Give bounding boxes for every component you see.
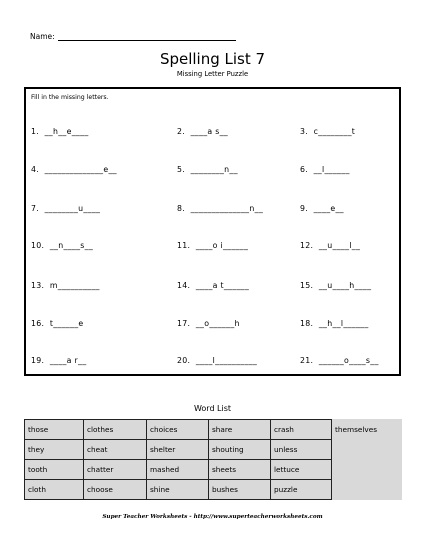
puzzle-item-4: 4. ______________e__ (31, 165, 117, 174)
footer-credit: Super Teacher Worksheets - http://www.superteacherworksheets.com (102, 514, 323, 520)
puzzle-item-1: 1. __h__e____ (31, 127, 89, 136)
puzzle-item-14: 14. ____a t______ (177, 281, 250, 290)
word-list-row (25, 460, 402, 480)
name-line[interactable] (58, 32, 236, 41)
word-list-table (24, 419, 402, 500)
word-cell: tooth (25, 460, 84, 480)
puzzle-box (24, 87, 401, 376)
instructions: Fill in the missing letters. (31, 94, 109, 101)
word-cell: cloth (25, 480, 84, 500)
word-cell: sheets (209, 460, 271, 480)
puzzle-item-19: 19. ____a r__ (31, 356, 87, 365)
puzzle-item-5: 5. ________n__ (177, 165, 238, 174)
word-list-row (25, 480, 402, 500)
puzzle-item-10: 10. __n____s__ (31, 241, 94, 250)
word-cell: choose (84, 480, 147, 500)
word-cell: lettuce (271, 460, 332, 480)
word-list-row (25, 440, 402, 460)
word-list-row (25, 420, 402, 440)
puzzle-item-17: 17. __o______h (177, 319, 240, 328)
word-cell (332, 440, 402, 460)
puzzle-item-16: 16. t______e (31, 319, 84, 328)
word-cell: unless (271, 440, 332, 460)
puzzle-item-9: 9. ____e__ (300, 204, 344, 213)
word-cell: those (25, 420, 84, 440)
word-list-title: Word List (193, 404, 232, 413)
puzzle-item-11: 11. ____o i______ (177, 241, 249, 250)
puzzle-item-18: 18. __h__l______ (300, 319, 369, 328)
puzzle-item-8: 8. ______________n__ (177, 204, 264, 213)
puzzle-item-2: 2. ____a s__ (177, 127, 229, 136)
word-cell: chatter (84, 460, 147, 480)
puzzle-item-21: 21. ______o____s__ (300, 356, 379, 365)
page-subtitle: Missing Letter Puzzle (176, 70, 249, 78)
word-cell: shouting (209, 440, 271, 460)
puzzle-item-6: 6. __l______ (300, 165, 350, 174)
word-cell: choices (147, 420, 209, 440)
word-cell: cheat (84, 440, 147, 460)
word-cell (332, 480, 402, 500)
word-cell: shelter (147, 440, 209, 460)
puzzle-item-3: 3. c________t (300, 127, 356, 136)
puzzle-item-20: 20. ____l__________ (177, 356, 258, 365)
name-field (30, 32, 236, 41)
puzzle-item-15: 15. __u____h____ (300, 281, 372, 290)
word-cell: bushes (209, 480, 271, 500)
word-cell: crash (271, 420, 332, 440)
word-cell: clothes (84, 420, 147, 440)
word-cell (332, 460, 402, 480)
puzzle-item-7: 7. ________u____ (31, 204, 101, 213)
word-cell: mashed (147, 460, 209, 480)
word-cell: share (209, 420, 271, 440)
word-cell: shine (147, 480, 209, 500)
puzzle-item-13: 13. m__________ (31, 281, 100, 290)
word-cell: themselves (335, 425, 378, 434)
name-label: Name: (30, 32, 55, 41)
puzzle-item-12: 12. __u____l__ (300, 241, 361, 250)
word-cell: puzzle (271, 480, 332, 500)
word-cell: they (25, 440, 84, 460)
page-title: Spelling List 7 (159, 50, 266, 68)
